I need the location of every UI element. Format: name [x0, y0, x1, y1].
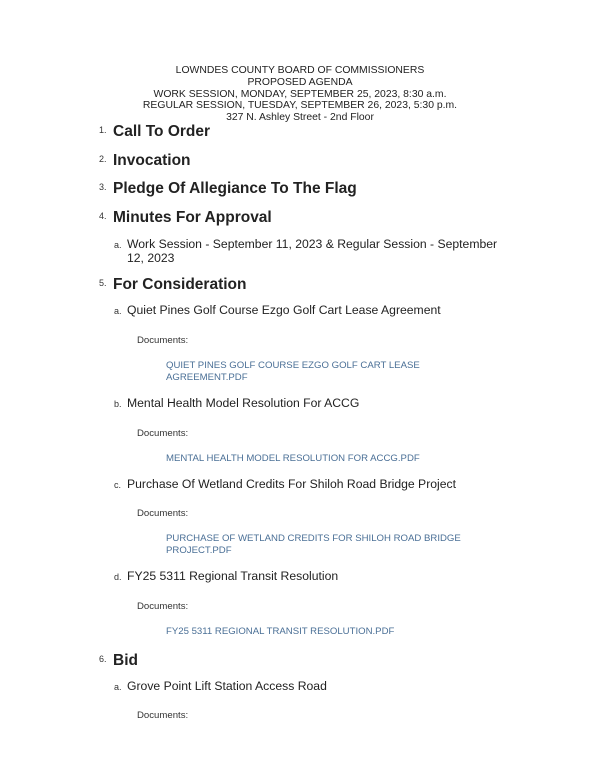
doc-link-line: FY25 5311 REGIONAL TRANSIT RESOLUTION.PDF [166, 626, 395, 637]
documents-label: Documents: [137, 335, 189, 346]
sub-item-wetland-credits: Purchase Of Wetland Credits For Shiloh Road Bridge Project [127, 477, 456, 491]
header-doc-type: PROPOSED AGENDA [247, 76, 353, 88]
item-number: 4. [99, 211, 107, 221]
doc-link-regional-transit-pdf[interactable] [166, 626, 394, 638]
doc-link-line: AGREEMENT.PDF [166, 371, 248, 383]
item-for-consideration: For Consideration [113, 276, 247, 293]
sub-item-mental-health: Mental Health Model Resolution For ACCG [127, 396, 360, 410]
sub-item-letter: b. [114, 399, 122, 409]
sub-item-minutes: Work Session - September 11, 2023 & Regular Session - September 12, 2023 [127, 237, 498, 265]
doc-link-mental-health-pdf[interactable] [166, 453, 420, 465]
header-regular-session: REGULAR SESSION, TUESDAY, SEPTEMBER 26, 2023, 5:30 p.m. [142, 100, 458, 112]
documents-label: Documents: [137, 428, 189, 439]
sub-item-letter: c. [114, 480, 122, 490]
doc-link-line: PROJECT.PDF [166, 544, 232, 556]
item-call-to-order: Call To Order [113, 123, 211, 140]
sub-item-regional-transit: FY25 5311 Regional Transit Resolution [127, 569, 339, 583]
doc-link-wetland-credits-pdf[interactable] [166, 533, 461, 556]
header-work-session: WORK SESSION, MONDAY, SEPTEMBER 25, 2023, 8:30 a.m. [153, 88, 447, 100]
item-invocation: Invocation [113, 152, 191, 169]
documents-label: Documents: [137, 601, 189, 612]
sub-item-letter: a. [114, 240, 122, 250]
agenda-header [0, 65, 600, 124]
sub-item-letter: a. [114, 306, 122, 316]
header-address: 327 N. Ashley Street - 2nd Floor [226, 112, 374, 124]
sub-item-letter: a. [114, 682, 122, 692]
item-pledge: Pledge Of Allegiance To The Flag [113, 180, 357, 197]
doc-link-golf-cart-lease-pdf[interactable] [166, 360, 420, 383]
header-org: LOWNDES COUNTY BOARD OF COMMISSIONERS [175, 65, 425, 76]
doc-link-line: PURCHASE OF WETLAND CREDITS FOR SHILOH ROAD BRIDGE [166, 533, 461, 544]
item-bid: Bid [113, 652, 138, 669]
item-minutes-for-approval: Minutes For Approval [113, 209, 272, 226]
sub-item-letter: d. [114, 572, 122, 582]
documents-label: Documents: [137, 508, 189, 519]
doc-link-line: QUIET PINES GOLF COURSE EZGO GOLF CART LEASE [166, 360, 420, 371]
sub-item-grove-point: Grove Point Lift Station Access Road [127, 679, 327, 693]
documents-label: Documents: [137, 710, 189, 721]
doc-link-line: MENTAL HEALTH MODEL RESOLUTION FOR ACCG.PDF [166, 453, 420, 464]
item-number: 2. [99, 154, 107, 164]
item-number: 3. [99, 182, 107, 192]
item-number: 1. [99, 125, 107, 135]
item-number: 5. [99, 278, 107, 288]
sub-item-golf-cart-lease: Quiet Pines Golf Course Ezgo Golf Cart Lease Agreement [127, 303, 441, 317]
item-number: 6. [99, 654, 107, 664]
